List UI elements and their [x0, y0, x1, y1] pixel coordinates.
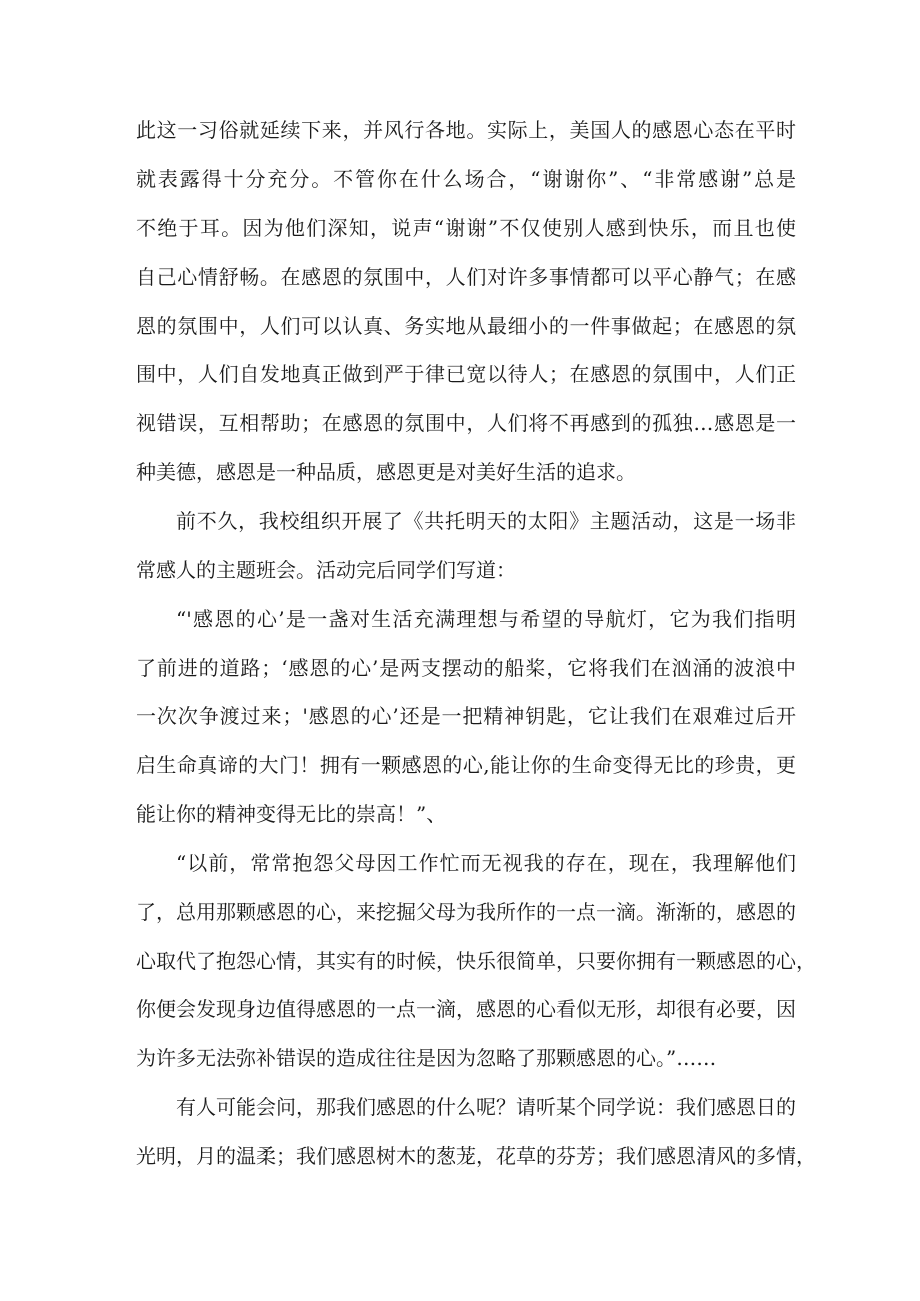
text-line: 就表露得十分充分。不管你在什么场合，“谢谢你”、“非常感谢”总是	[136, 167, 796, 191]
text-line: 能让你的精神变得无比的崇高！”、	[136, 802, 447, 826]
text-line: 有人可能会问，那我们感恩的什么呢？请听某个同学说：我们感恩日的	[176, 1095, 796, 1119]
text-line: 常感人的主题班会。活动完后同学们写道：	[136, 558, 516, 582]
text-line: 恩的氛围中，人们可以认真、务实地从最细小的一件事做起；在感恩的氛	[136, 314, 796, 338]
text-line: 了前进的道路；‘感恩的心’是两支摆动的船桨，它将我们在汹涌的波浪中	[136, 656, 796, 680]
text-line: “'感恩的心’是一盏对生活充满理想与希望的导航灯，它为我们指明	[176, 607, 796, 631]
text-line: 一次次争渡过来；'感恩的心’还是一把精神钥匙，它让我们在艰难过后开	[136, 704, 796, 728]
text-line: 此这一习俗就延续下来，并风行各地。实际上，美国人的感恩心态在平时	[136, 118, 796, 142]
text-line: 心取代了抱怨心情，其实有的时候，快乐很简单，只要你拥有一颗感恩的心，	[136, 949, 816, 973]
text-line: 光明，月的温柔；我们感恩树木的葱茏，花草的芬芳；我们感恩清风的多情，	[136, 1144, 816, 1168]
text-line: 启生命真谛的大门！拥有一颗感恩的心,能让你的生命变得无比的珍贵，更	[136, 753, 796, 777]
text-line: 前不久，我校组织开展了《共托明天的太阳》主题活动，这是一场非	[176, 509, 796, 533]
text-line: 视错误，互相帮助；在感恩的氛围中，人们将不再感到的孤独…感恩是一	[136, 411, 796, 435]
text-line: 你便会发现身边值得感恩的一点一滴，感恩的心看似无形，却很有必要，因	[136, 997, 796, 1021]
text-line: 围中，人们自发地真正做到严于律已宽以待人；在感恩的氛围中，人们正	[136, 362, 796, 386]
text-line: 自己心情舒畅。在感恩的氛围中，人们对许多事情都可以平心静气；在感	[136, 265, 796, 289]
text-line: 为许多无法弥补错误的造成往往是因为忽略了那颗感恩的心。”……	[136, 1046, 717, 1070]
text-line: 不绝于耳。因为他们深知，说声“谢谢”不仅使别人感到快乐，而且也使	[136, 216, 796, 240]
text-line: 了，总用那颗感恩的心，来挖掘父母为我所作的一点一滴。渐渐的，感恩的	[136, 900, 796, 924]
text-line: “以前，常常抱怨父母因工作忙而无视我的存在，现在，我理解他们	[176, 851, 796, 875]
text-line: 种美德，感恩是一种品质，感恩更是对美好生活的追求。	[136, 460, 636, 484]
